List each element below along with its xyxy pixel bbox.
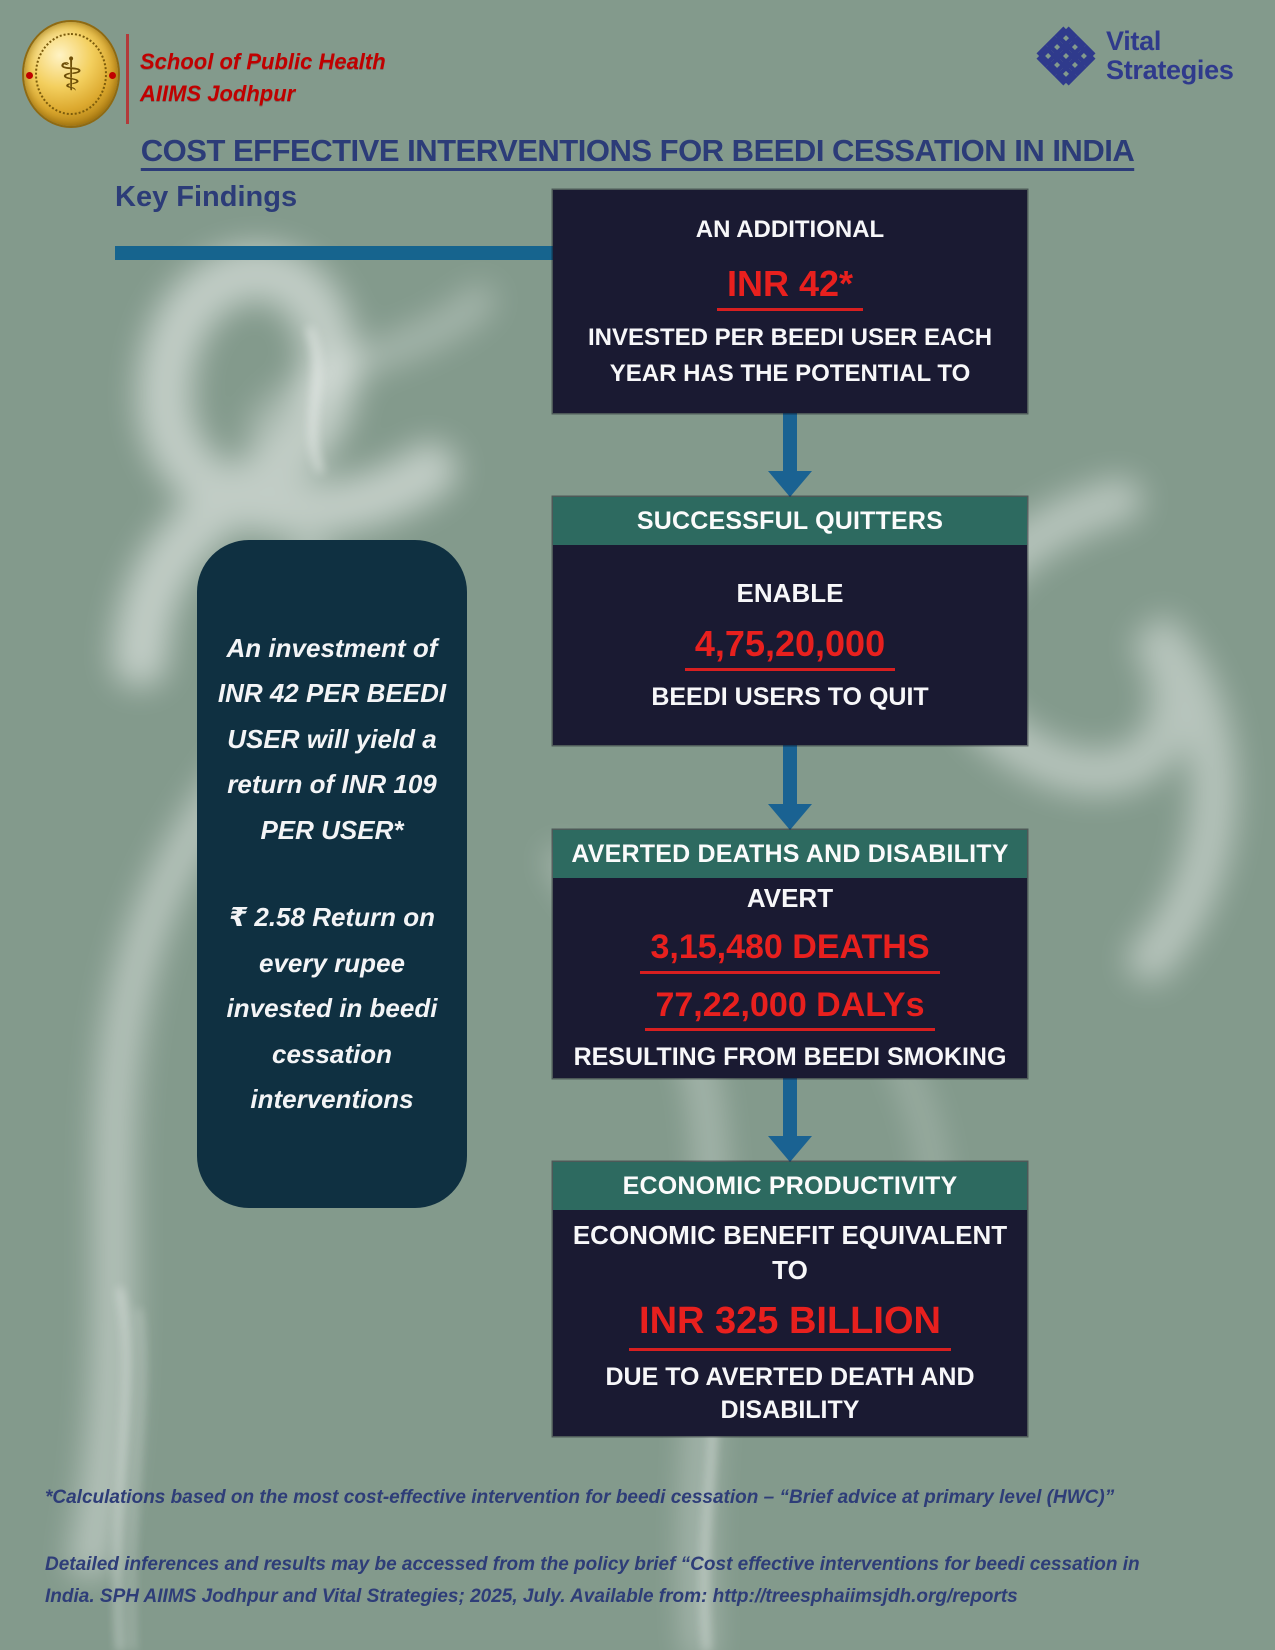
- vital-logo-line1: Vital: [1106, 25, 1162, 56]
- logo-divider-line: [126, 34, 129, 124]
- step2-value-dalys: 77,22,000 DALYs: [645, 984, 934, 1032]
- step1-pre-text: ENABLE: [736, 577, 844, 608]
- step3-header: ECONOMIC PRODUCTIVITY: [553, 1162, 1027, 1210]
- flow-arrow-1: [768, 413, 812, 497]
- step-successful-quitters: [553, 497, 1027, 745]
- arrow-shaft: [783, 745, 797, 804]
- section-heading: Key Findings: [115, 181, 298, 213]
- step-economic-productivity: [553, 1162, 1027, 1436]
- step2-post-text: RESULTING FROM BEEDI SMOKING: [573, 1043, 1007, 1072]
- callout-paragraph-2: ₹ 2.58 Return on every rupee invested in beedi cessation interventions: [226, 902, 438, 1114]
- caduceus-icon: ⚕: [58, 47, 84, 101]
- investment-return-callout: [197, 540, 467, 1208]
- flow-arrow-2: [768, 745, 812, 830]
- step1-body: [553, 545, 1027, 745]
- step-averted-deaths: [553, 830, 1027, 1078]
- seal-dot-right: [109, 72, 116, 79]
- seal-dot-left: [26, 72, 33, 79]
- leader-bar: [115, 246, 577, 260]
- aiims-seal-logo: [24, 22, 118, 126]
- step3-value: INR 325 BILLION: [629, 1298, 951, 1351]
- step1-header: SUCCESSFUL QUITTERS: [553, 497, 1027, 545]
- callout-paragraph-1: An investment of INR 42 PER BEEDI USER will yield a return of INR 109 PER USER*: [217, 632, 447, 845]
- vital-logo-line2: Strategies: [1106, 55, 1234, 85]
- step2-pre-text: AVERT: [746, 883, 834, 914]
- step1-value: 4,75,20,000: [685, 621, 895, 671]
- step2-header: AVERTED DEATHS AND DISABILITY: [553, 830, 1027, 878]
- intro-post-text: INVESTED PER BEEDI USER EACH YEAR HAS THE POTENTIAL TO: [587, 323, 993, 387]
- arrow-head-icon: [768, 471, 812, 497]
- step2-value-deaths: 3,15,480 DEATHS: [640, 926, 939, 974]
- aiims-logo-text: [140, 46, 386, 110]
- step3-body: [553, 1210, 1027, 1436]
- aiims-logo-line2: AIIMS Jodhpur: [140, 80, 296, 106]
- vital-weave-icon: [1036, 26, 1096, 86]
- intro-box: [553, 190, 1027, 413]
- step3-post-text: DUE TO AVERTED DEATH AND DISABILITY: [605, 1362, 975, 1425]
- step1-post-text: BEEDI USERS TO QUIT: [651, 682, 929, 711]
- step3-pre-text: ECONOMIC BENEFIT EQUIVALENT TO: [572, 1219, 1008, 1285]
- aiims-logo-line1: School of Public Health: [140, 49, 386, 74]
- arrow-head-icon: [768, 804, 812, 830]
- flow-arrow-3: [768, 1077, 812, 1162]
- page-title: COST EFFECTIVE INTERVENTIONS FOR BEEDI CESSATION IN INDIA: [140, 133, 1135, 168]
- intro-amount-value: INR 42*: [717, 261, 863, 311]
- footnote-calculations: *Calculations based on the most cost-effective intervention for beedi cessation – “Brief advice at primary level (HWC)”: [45, 1487, 1115, 1508]
- footnote-reference: Detailed inferences and results may be accessed from the policy brief “Cost effective interventions for beedi cessation in India. SPH AIIMS Jodhpur and Vital Strategies; 2025, July. Available from: http://treesphaiimsjdh.org/reports: [45, 1554, 1140, 1608]
- arrow-head-icon: [768, 1136, 812, 1162]
- step2-body: [553, 878, 1027, 1078]
- arrow-shaft: [783, 413, 797, 471]
- intro-pre-text: AN ADDITIONAL: [695, 215, 885, 243]
- vital-strategies-logo: [1036, 26, 1234, 86]
- intro-amount-line: [717, 257, 863, 311]
- arrow-shaft: [783, 1077, 797, 1136]
- vital-logo-text: [1106, 27, 1234, 85]
